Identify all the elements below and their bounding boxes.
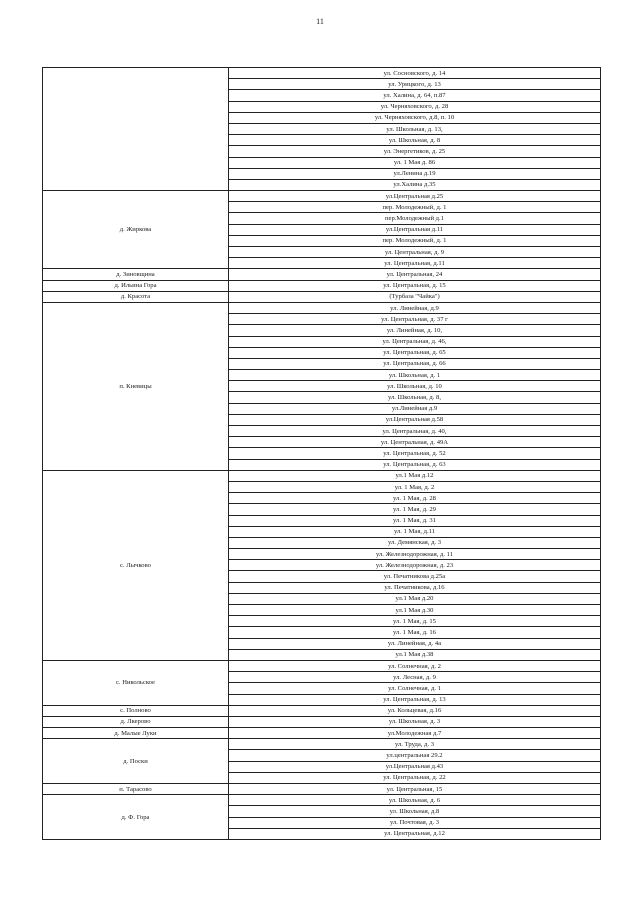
address-cell: ул. Железнодорожная, д. 23	[229, 560, 601, 571]
address-cell: ул. Центральная, д. 49А	[229, 437, 601, 448]
address-cell: ул. Печатникова д.25а	[229, 571, 601, 582]
locality-cell: п. Тарасово	[43, 784, 229, 795]
address-cell: ул. Демянская, д. 3	[229, 537, 601, 548]
address-cell: ул. Сосновского, д. 14	[229, 68, 601, 79]
address-cell: пер. Молодежный, д. 1	[229, 235, 601, 246]
table-row	[43, 728, 601, 739]
locality-cell: д. Жиркова	[43, 191, 229, 269]
address-cell: ул. 1 Мая, д. 15	[229, 616, 601, 627]
address-table-body	[43, 68, 601, 840]
address-cell: ул. Почтовая, д. 3	[229, 817, 601, 828]
address-cell: ул. Черняховского, д. 28	[229, 101, 601, 112]
locality-cell: д. Ильина Гора	[43, 280, 229, 291]
address-cell: ул. Школьная, д. 8,	[229, 392, 601, 403]
table-row	[43, 739, 601, 750]
address-cell: ул. Центральная, 24	[229, 269, 601, 280]
page-number: 11	[316, 17, 324, 26]
address-cell: ул.Халина д.35	[229, 179, 601, 190]
address-cell: ул. Центральная, д. 13	[229, 694, 601, 705]
address-cell: ул. Центральная, д. 9	[229, 247, 601, 258]
address-cell: ул.Центральная д.11	[229, 224, 601, 235]
address-cell: ул. Школьная, д. 8	[229, 135, 601, 146]
address-cell: ул. 1 Мая, д.11	[229, 526, 601, 537]
address-cell: ул. Школьная, д. 1	[229, 370, 601, 381]
address-cell: ул.Линейная д.9	[229, 403, 601, 414]
address-cell: ул.Центральная д.43	[229, 761, 601, 772]
address-cell: ул. Центральная, д. 37 г	[229, 314, 601, 325]
address-cell: ул. Центральная, д. 46,	[229, 336, 601, 347]
address-cell: ул. Солнечная, д. 2	[229, 660, 601, 671]
address-cell: ул. Центральная, д. 65	[229, 347, 601, 358]
address-cell: ул.центральная 29.2	[229, 750, 601, 761]
address-cell: ул.1 Мая д.38	[229, 649, 601, 660]
address-cell: ул.Центральная д.58	[229, 414, 601, 425]
locality-cell	[43, 68, 229, 191]
table-row	[43, 470, 601, 481]
address-cell: ул. 1 Мая, д. 2	[229, 481, 601, 492]
address-cell: ул. Центральная, д. 15	[229, 280, 601, 291]
table-row	[43, 705, 601, 716]
address-cell: ул.1 Мая д.20	[229, 593, 601, 604]
address-cell: ул. Школьная, д. 13,	[229, 123, 601, 134]
address-cell: ул. Кольцевая, д.16	[229, 705, 601, 716]
locality-cell: д. Красота	[43, 291, 229, 302]
address-cell: ул. Центральная, 15	[229, 784, 601, 795]
address-cell: ул.Молодежная д.7	[229, 728, 601, 739]
address-cell: ул.1 Мая д.12	[229, 470, 601, 481]
address-cell: пер. Молодежный, д. 1	[229, 202, 601, 213]
table-row	[43, 660, 601, 671]
address-cell: ул.Центральная д.25	[229, 191, 601, 202]
table-row	[43, 291, 601, 302]
address-cell: ул. Центральная, д. 22	[229, 772, 601, 783]
table-row	[43, 191, 601, 202]
address-cell: ул. Печатникова, д.16	[229, 582, 601, 593]
address-cell: ул. Центральная, д. 66	[229, 358, 601, 369]
table-row	[43, 68, 601, 79]
address-cell: ул. 1 Мая, д. 29	[229, 504, 601, 515]
address-cell: ул. Школьная, д. 10	[229, 381, 601, 392]
address-cell: ул. 1 Мая, д. 16	[229, 627, 601, 638]
address-cell: ул. Центральная, д.12	[229, 828, 601, 839]
address-cell: ул. 1 Мая, д. 31	[229, 515, 601, 526]
locality-cell: с. Полново	[43, 705, 229, 716]
address-cell: ул. Халина, д. 64, п.87	[229, 90, 601, 101]
address-cell: ул. Линейная, д. 4а	[229, 638, 601, 649]
address-cell: ул. Солнечная, д. 1	[229, 683, 601, 694]
address-cell: ул. Центральная, д.11	[229, 258, 601, 269]
address-cell: ул. Центральная, д. 52	[229, 448, 601, 459]
address-cell: ул. Линейная, д. 10,	[229, 325, 601, 336]
address-cell: ул. Школьная, д. 6	[229, 795, 601, 806]
address-cell: (Турбаза "Чайка")	[229, 291, 601, 302]
address-cell: ул. Труда, д. 3	[229, 739, 601, 750]
locality-cell: п. Кневицы	[43, 302, 229, 470]
table-row	[43, 716, 601, 727]
locality-cell: д. Малые Луки	[43, 728, 229, 739]
address-cell: ул. 1 Мая, д. 28	[229, 493, 601, 504]
address-cell: ул. Урицкого, д. 13	[229, 79, 601, 90]
address-cell: ул. 1 Мая д. 86	[229, 157, 601, 168]
table-row	[43, 280, 601, 291]
address-cell: ул. Школьная, д.8	[229, 806, 601, 817]
locality-cell: д. Зиновщина	[43, 269, 229, 280]
table-row	[43, 784, 601, 795]
address-cell: ул.Ленина д.19	[229, 168, 601, 179]
address-table	[42, 67, 601, 840]
address-cell: ул.1 Мая д.30	[229, 605, 601, 616]
locality-cell: д. Лкерово	[43, 716, 229, 727]
address-cell: ул. Центральная, д. 40,	[229, 426, 601, 437]
locality-cell: с. Лычково	[43, 470, 229, 660]
address-cell: ул. Центральная, д. 63	[229, 459, 601, 470]
address-cell: ул. Школьная, д. 3	[229, 716, 601, 727]
address-cell: ул. Железнодорожная, д. 11	[229, 549, 601, 560]
address-cell: ул. Черняховского, д.8, п. 10	[229, 112, 601, 123]
address-cell: ул. Линейная, д.9	[229, 302, 601, 313]
locality-cell: с. Никольское	[43, 660, 229, 705]
table-row	[43, 302, 601, 313]
address-cell: ул. Лесная, д. 9	[229, 672, 601, 683]
table-row	[43, 795, 601, 806]
address-cell: пер.Молодежный д.1	[229, 213, 601, 224]
locality-cell: д. Поски	[43, 739, 229, 784]
table-row	[43, 269, 601, 280]
address-cell: ул. Энергетиков, д. 25	[229, 146, 601, 157]
locality-cell: д. Ф. Гора	[43, 795, 229, 840]
